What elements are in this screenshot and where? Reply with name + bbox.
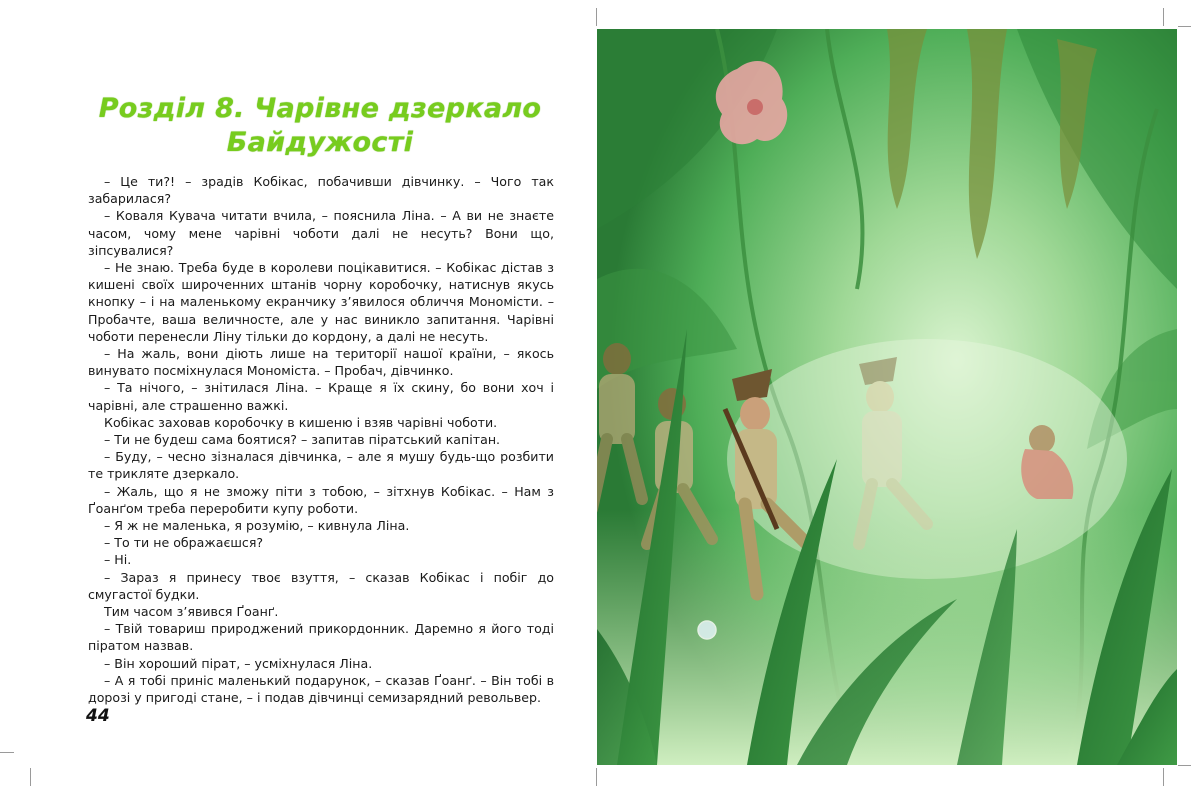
dew-drop xyxy=(698,621,716,639)
paragraph: Тим часом з’явився Ґоанґ. xyxy=(104,604,279,620)
paragraph: – Він хороший пірат, – усміхнулася Ліна. xyxy=(104,655,373,671)
crop-mark xyxy=(1178,26,1191,27)
jungle-illustration-art xyxy=(597,29,1177,765)
paragraph: – То ти не ображаєшся? xyxy=(104,535,264,551)
paragraph: – Я ж не маленька, я розумію, – кивнула Ліна. xyxy=(104,518,410,534)
paragraph: – Ти не будеш сама боятися? – запитав піратський капітан. xyxy=(104,432,501,448)
crop-mark xyxy=(1163,768,1164,786)
paragraph: – Та нічого, – знітилася Ліна. – Краще я їх скину, бо вони хоч і чарівні, але страшенно важкі. xyxy=(88,380,554,413)
chapter-title-line: Байдужості xyxy=(226,127,414,158)
crop-mark xyxy=(596,768,597,786)
paragraph: – Зараз я принесу твоє взуття, – сказав Кобікас і побіг до смугастої будки. xyxy=(88,569,554,602)
chapter-title-line: Розділ 8. Чарівне дзеркало xyxy=(98,93,542,124)
chapter-body-text xyxy=(88,173,554,706)
crop-mark xyxy=(1178,765,1191,766)
paragraph: – Не знаю. Треба буде в королеви поцікавитися. – Кобікас дістав з кишені своїх широченних штанів чорну коробочку, натиснув якусь кнопку – і на маленькому екранчику з’явилося обличчя Мономісти. – Пробачте, ваша величносте, але у нас виникло запитання. Чарівні чоботи перенесли Ліну тільки до кордону, а далі не несуть. xyxy=(88,260,554,344)
page-number: 44 xyxy=(86,706,110,726)
paragraph: – На жаль, вони діють лише на території нашої країни, – якось винувато посміхнулася Мономіста. – Пробач, дівчинко. xyxy=(88,346,554,379)
chapter-title xyxy=(90,92,550,160)
paragraph: Кобікас заховав коробочку в кишеню і взяв чарівні чоботи. xyxy=(104,414,498,430)
crop-mark xyxy=(1163,8,1164,26)
paragraph: – Ні. xyxy=(104,552,132,568)
crop-mark xyxy=(596,8,597,26)
paragraph: – Твій товариш природжений прикордонник. Даремно я його тоді піратом назвав. xyxy=(88,621,554,654)
paragraph: – Це ти?! – зрадів Кобікас, побачивши дівчинку. – Чого так забарилася? xyxy=(88,174,554,207)
paragraph: – Коваля Кувача читати вчила, – пояснила Ліна. – А ви не знаєте часом, чому мене чарівні чоботи далі не несуть? Вони що, зіпсувалися? xyxy=(88,208,554,258)
paragraph: – Жаль, що я не зможу піти з тобою, – зітхнув Кобікас. – Нам з Ґоанґом треба переробити купу роботи. xyxy=(88,483,554,516)
paragraph: – Буду, – чесно зізналася дівчинка, – але я мушу будь-що розбити те трикляте дзеркало. xyxy=(88,449,554,482)
jungle-illustration xyxy=(597,29,1177,765)
paragraph: – А я тобі приніс маленький подарунок, – сказав Ґоанґ. – Він тобі в дорозі у пригоді стане, – і подав дівчинці семизарядний револьвер. xyxy=(88,672,554,706)
